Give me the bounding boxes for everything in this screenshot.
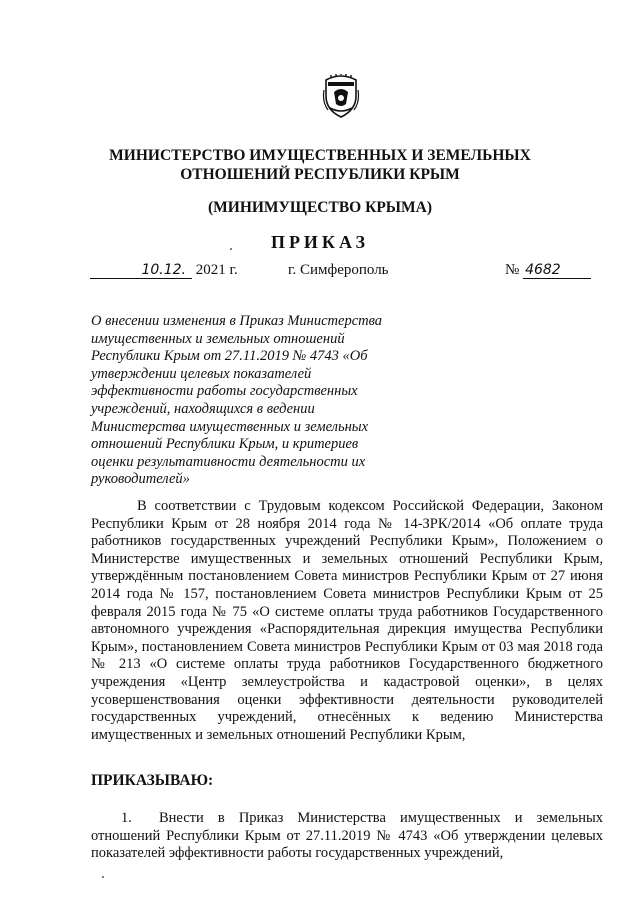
handwritten-date: 10.12. [90, 262, 192, 279]
ministry-name-line2: ОТНОШЕНИЙ РЕСПУБЛИКИ КРЫМ [180, 166, 460, 183]
scan-speck [102, 876, 104, 878]
order-number [505, 262, 591, 279]
number-prefix: № [505, 262, 520, 278]
handwritten-number: 4682 [523, 262, 591, 279]
order-item [91, 810, 603, 863]
order-place: г. Симферополь [288, 262, 389, 278]
scan-speck [230, 248, 232, 250]
item-number: 1. [121, 810, 132, 826]
date-year: 2021 г. [195, 262, 238, 278]
item-text: Внести в Приказ Министерства имущественных и земельных отношений Республики Крым от 27.11.2019 № 4743 «Об утверждении целевых показателей эффективности работы государственных учреждений, [91, 810, 603, 862]
document-type: ПРИКАЗ [270, 232, 370, 252]
ministry-name-line1: МИНИСТЕРСТВО ИМУЩЕСТВЕННЫХ И ЗЕМЕЛЬНЫХ [109, 147, 531, 164]
order-subject: О внесении изменения в Приказ Министерства имущественных и земельных отношений Республики Крым от 27.11.2019 № 4743 «Об утверждении целевых показателей эффективности работы государственных учреждений, находящихся в ведении Министерства имущественных и земельных отношений Республики Крым, и критериев оценки результативности деятельности их руководителей» [91, 313, 383, 488]
crimea-coat-of-arms-icon [322, 74, 360, 118]
preamble-paragraph: В соответствии с Трудовым кодексом Российской Федерации, Законом Республики Крым от 28 ноября 2014 года № 14-ЗРК/2014 «Об оплате труда работников государственных учреждений Республики Крым», Положением о Министерстве имущественных и земельных отношений Республики Крым, утверждённым постановлением Совета министров Республики Крым от 27 июня 2014 года № 157, постановлением Совета министров Республики Крым от 25 февраля 2015 года № 75 «О системе оплаты труда работников Государственного автономного учреждения «Распорядительная дирекция имущества Республики Крым», постановлением Совета министров Республики Крым от 03 мая 2018 года № 213 «О системе оплаты труда работников Государственного бюджетного учреждения «Центр землеустройства и кадастровой оценки», в целях усовершенствования оценки эффективности деятельности руководителей государственных учреждений, отнесённых к ведению Министерства имущественных и земельных отношений Республики Крым, [91, 498, 603, 743]
ministry-short-name: (МИНИМУЩЕСТВО КРЫМА) [207, 199, 433, 216]
order-date [90, 262, 270, 279]
ministry-name [0, 146, 640, 184]
order-directive: ПРИКАЗЫВАЮ: [91, 772, 214, 789]
